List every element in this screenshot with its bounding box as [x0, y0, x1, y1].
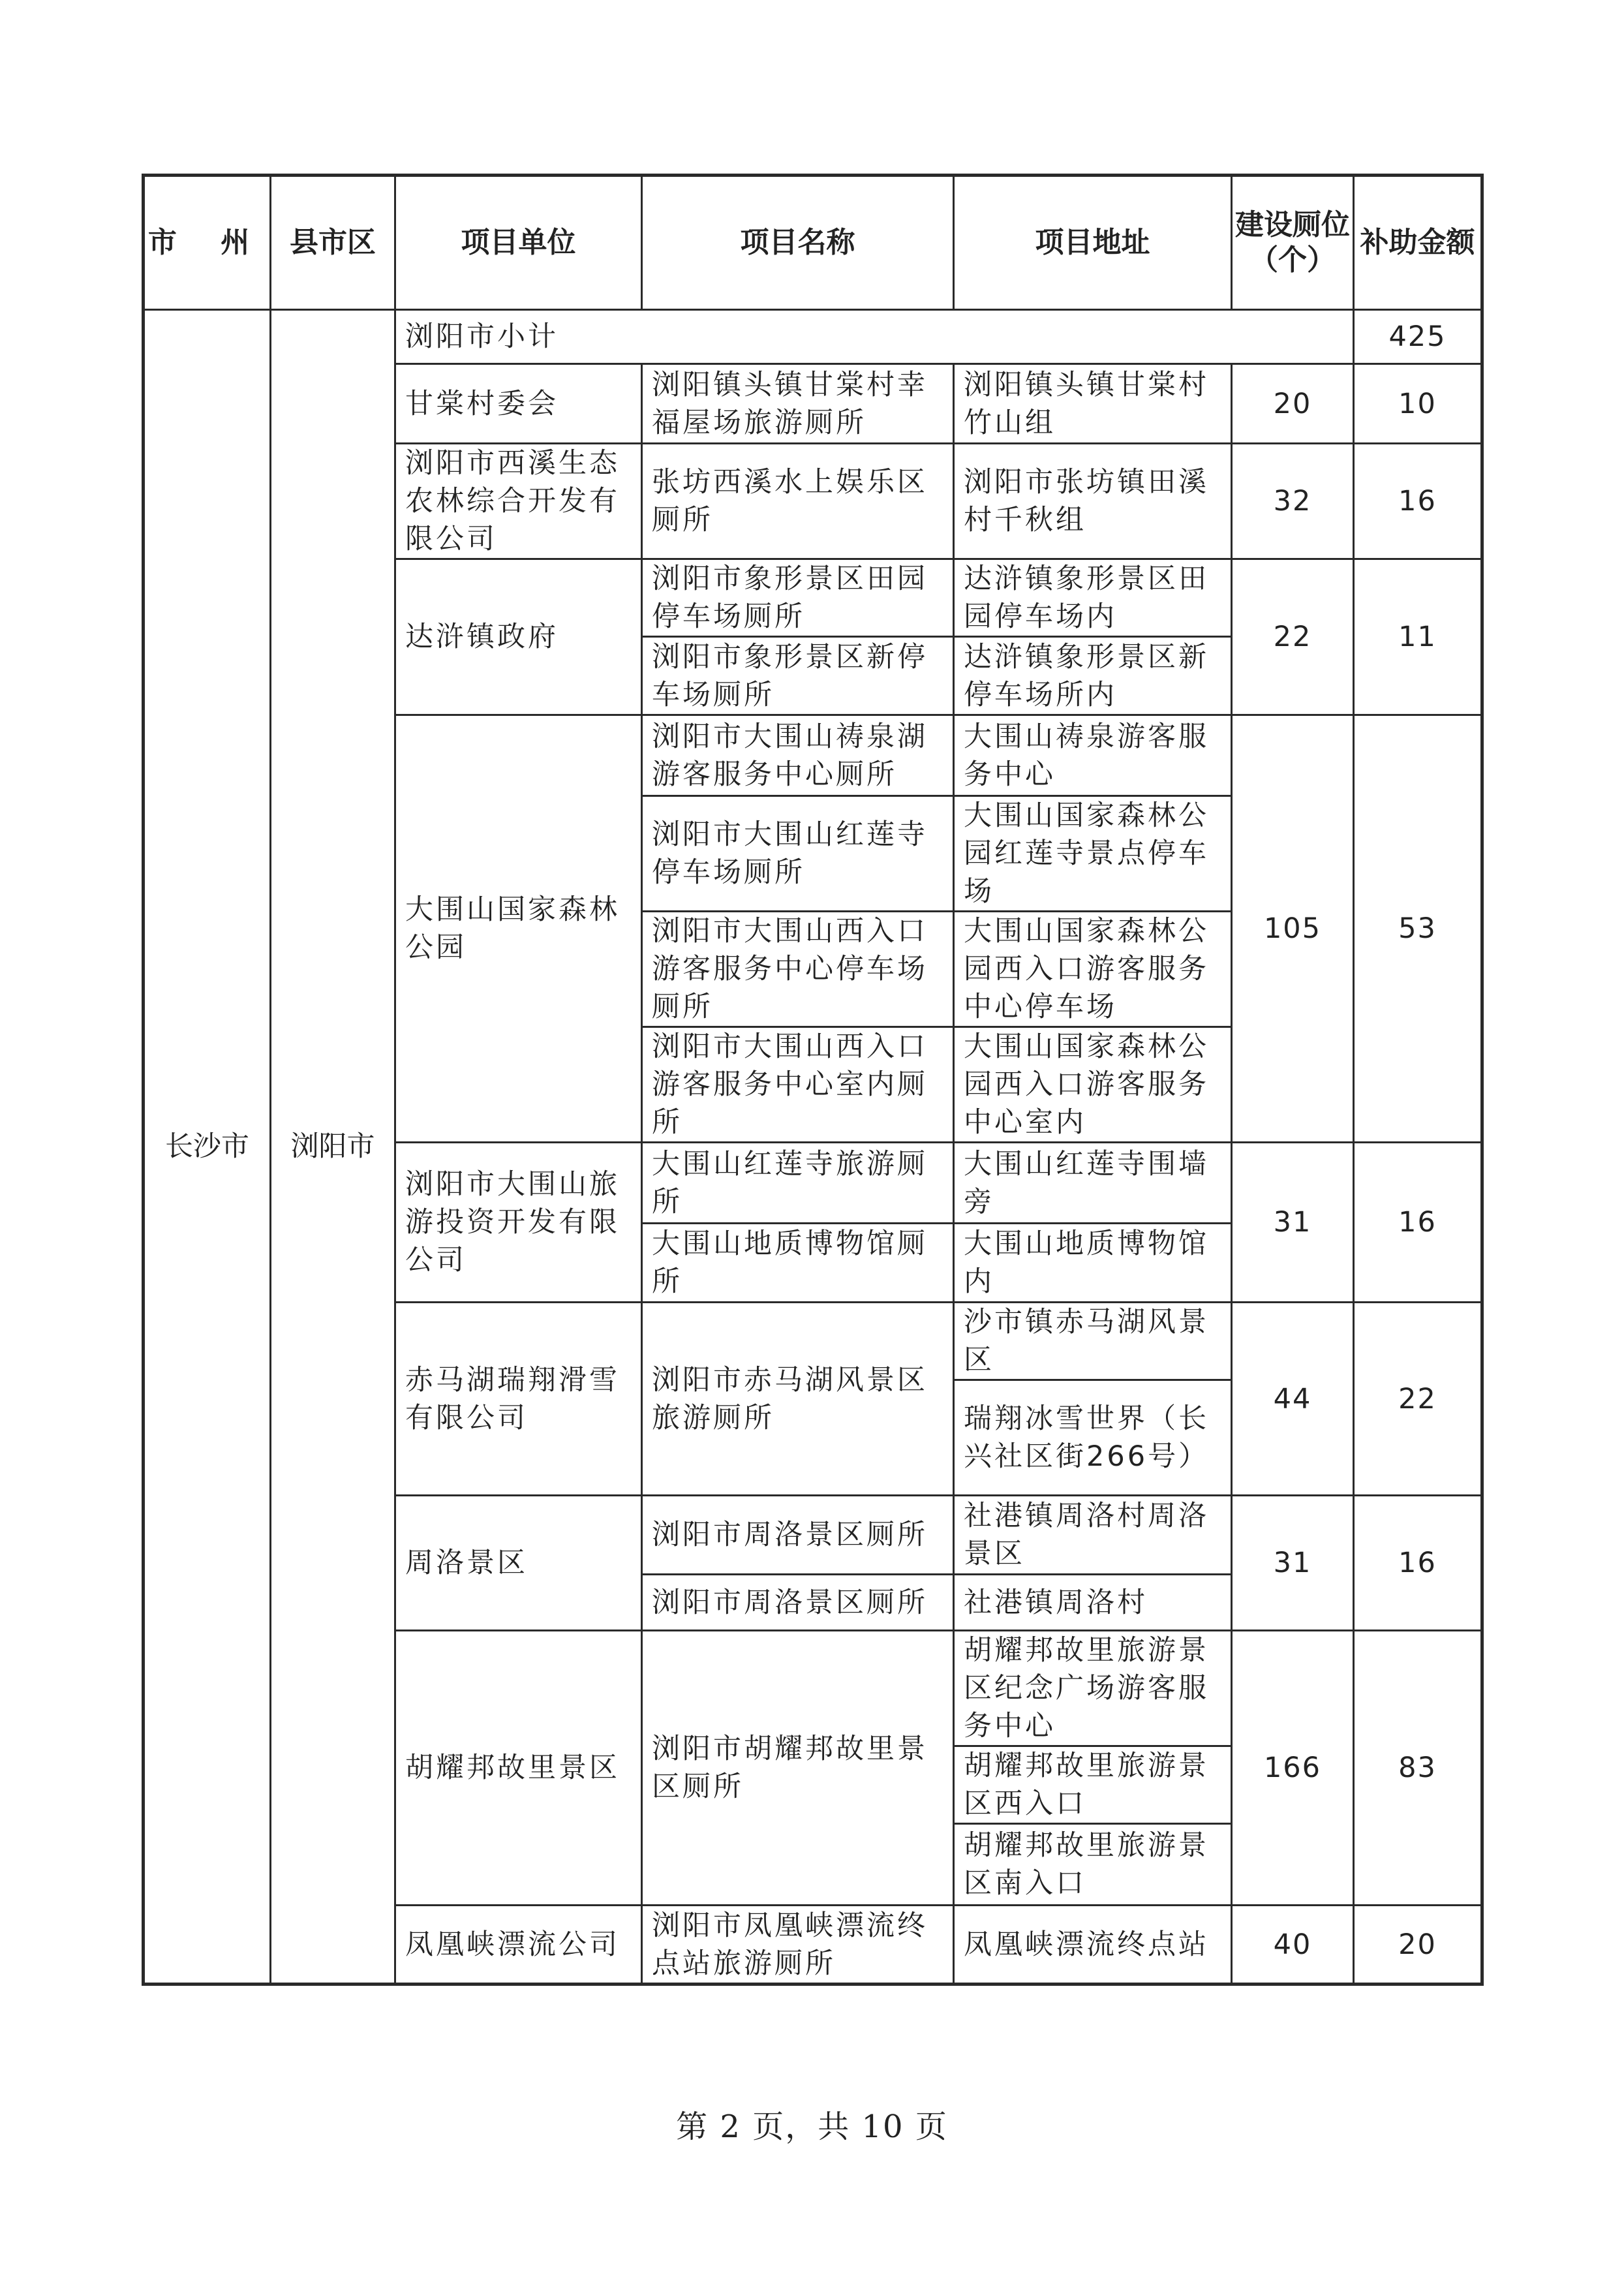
table-row-name: 大围山地质博物馆厕所 [642, 1224, 954, 1303]
table-row-subsidy: 20 [1354, 1906, 1482, 1985]
table-row-address: 凤凰峡漂流终点站 [954, 1906, 1232, 1985]
header-city: 市 州 [144, 176, 271, 310]
table-row-count: 20 [1232, 364, 1354, 444]
table-row-name: 浏阳市象形景区田园停车场厕所 [642, 559, 954, 637]
table-row-subsidy: 53 [1354, 715, 1482, 1143]
table-row-name: 浏阳市周洛景区厕所 [642, 1575, 954, 1631]
table-row-name: 浏阳市周洛景区厕所 [642, 1496, 954, 1575]
table-row-unit: 甘棠村委会 [395, 364, 642, 444]
table-row-count: 32 [1232, 444, 1354, 559]
table-row-count: 166 [1232, 1631, 1354, 1906]
subtotal-label: 浏阳市小计 [395, 310, 1354, 364]
subsidy-table [142, 174, 1484, 1986]
table-row-address: 浏阳镇头镇甘棠村竹山组 [954, 364, 1232, 444]
subtotal-subsidy: 425 [1354, 310, 1482, 364]
table-row-subsidy: 22 [1354, 1303, 1482, 1496]
table-row-address: 胡耀邦故里旅游景区南入口 [954, 1824, 1232, 1906]
table-row-address: 大围山国家森林公园西入口游客服务中心室内 [954, 1027, 1232, 1143]
table-row-subsidy: 11 [1354, 559, 1482, 715]
table-row-address: 大围山祷泉游客服务中心 [954, 715, 1232, 796]
table-row-address: 达浒镇象形景区田园停车场内 [954, 559, 1232, 637]
table-row-address: 胡耀邦故里旅游景区西入口 [954, 1746, 1232, 1824]
table-row-address: 社港镇周洛村 [954, 1575, 1232, 1631]
city-cell: 长沙市 [144, 310, 271, 1985]
table-row-count: 31 [1232, 1143, 1354, 1303]
table-row-unit: 达浒镇政府 [395, 559, 642, 715]
table-row-address: 达浒镇象形景区新停车场所内 [954, 637, 1232, 715]
header-unit: 项目单位 [395, 176, 642, 310]
header-address: 项目地址 [954, 176, 1232, 310]
table-row-name: 浏阳市大围山西入口游客服务中心停车场厕所 [642, 912, 954, 1027]
table-row-count: 105 [1232, 715, 1354, 1143]
table-row-name: 浏阳市大围山西入口游客服务中心室内厕所 [642, 1027, 954, 1143]
table-row-address: 胡耀邦故里旅游景区纪念广场游客服务中心 [954, 1631, 1232, 1746]
table-row-unit: 赤马湖瑞翔滑雪有限公司 [395, 1303, 642, 1496]
table-row-unit: 周洛景区 [395, 1496, 642, 1631]
table-row-name: 浏阳市胡耀邦故里景区厕所 [642, 1631, 954, 1906]
table-row-count: 31 [1232, 1496, 1354, 1631]
header-county: 县市区 [271, 176, 395, 310]
page-footer: 第 2 页，共 10 页 [676, 2108, 948, 2145]
table-row-name: 浏阳市大围山祷泉湖游客服务中心厕所 [642, 715, 954, 796]
header-subsidy: 补助金额 [1354, 176, 1482, 310]
table-row-address: 大围山国家森林公园西入口游客服务中心停车场 [954, 912, 1232, 1027]
table-row-address: 大围山地质博物馆内 [954, 1224, 1232, 1303]
table-row-unit: 浏阳市大围山旅游投资开发有限公司 [395, 1143, 642, 1303]
table-row-name: 大围山红莲寺旅游厕所 [642, 1143, 954, 1224]
table-row-name: 浏阳市赤马湖风景区旅游厕所 [642, 1303, 954, 1496]
table-row-address: 沙市镇赤马湖风景区 [954, 1303, 1232, 1380]
table-row-subsidy: 83 [1354, 1631, 1482, 1906]
table-row-address: 大围山红莲寺围墙旁 [954, 1143, 1232, 1224]
table-row-address: 大围山国家森林公园红莲寺景点停车场 [954, 796, 1232, 912]
table-row-subsidy: 10 [1354, 364, 1482, 444]
table-row-count: 44 [1232, 1303, 1354, 1496]
header-project-name: 项目名称 [642, 176, 954, 310]
table-row-subsidy: 16 [1354, 1143, 1482, 1303]
table-row-address: 瑞翔冰雪世界（长兴社区街266号） [954, 1380, 1232, 1496]
table-row-count: 22 [1232, 559, 1354, 715]
table-row-count: 40 [1232, 1906, 1354, 1985]
table-row-unit: 浏阳市西溪生态农林综合开发有限公司 [395, 444, 642, 559]
table-row-name: 浏阳市凤凰峡漂流终点站旅游厕所 [642, 1906, 954, 1985]
table-row-address: 浏阳市张坊镇田溪村千秋组 [954, 444, 1232, 559]
table-row-unit: 胡耀邦故里景区 [395, 1631, 642, 1906]
table-row-subsidy: 16 [1354, 444, 1482, 559]
table-row-name: 浏阳市象形景区新停车场厕所 [642, 637, 954, 715]
table-row-name: 浏阳市大围山红莲寺停车场厕所 [642, 796, 954, 912]
table-row-subsidy: 16 [1354, 1496, 1482, 1631]
table-row-unit: 凤凰峡漂流公司 [395, 1906, 642, 1985]
table-row-unit: 大围山国家森林公园 [395, 715, 642, 1143]
table-row-address: 社港镇周洛村周洛景区 [954, 1496, 1232, 1575]
county-cell: 浏阳市 [271, 310, 395, 1985]
table-row-name: 张坊西溪水上娱乐区厕所 [642, 444, 954, 559]
header-toilet-count: 建设厕位（个） [1232, 176, 1354, 310]
table-row-name: 浏阳镇头镇甘棠村幸福屋场旅游厕所 [642, 364, 954, 444]
